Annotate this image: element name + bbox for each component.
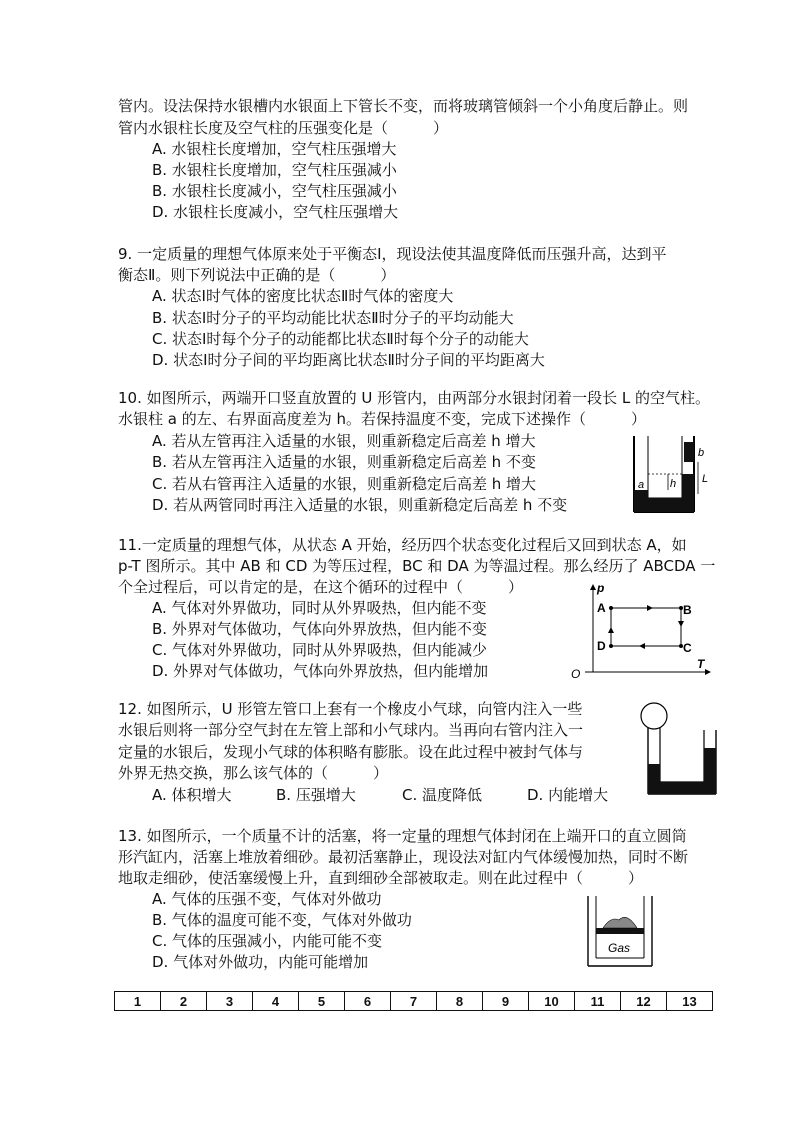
q8-option-a: A. 水银柱长度增加，空气柱压强增大 — [152, 140, 397, 158]
q9-option-d: D. 状态Ⅰ时分子间的平均距离比状态Ⅱ时分子间的平均距离大 — [152, 351, 545, 369]
q10-option-c: C. 若从右管再注入适量的水银，则重新稳定后高差 h 增大 — [152, 475, 537, 493]
q11-option-d: D. 外界对气体做功，气体向外界放热，但内能增加 — [152, 662, 489, 680]
q12-stem-line1: 12. 如图所示，U 形管左管口上套有一个橡皮小气球，向管内注入一些 — [118, 700, 583, 718]
answer-cell-4[interactable]: 4 — [253, 992, 299, 1011]
answer-cell-12[interactable]: 12 — [621, 992, 667, 1011]
q12-stem-line2: 水银后则将一部分空气封在左管上部和小气球内。当再向右管内注入一 — [118, 721, 584, 739]
q11-stem-line2: p-T 图所示。其中 AB 和 CD 为等压过程，BC 和 DA 为等温过程。那么经历了 ABCDA 一 — [118, 557, 716, 575]
q11-stem-line3: 个全过程后，可以肯定的是，在这个循环的过程中（ ） — [118, 578, 524, 596]
q8-option-d: D. 水银柱长度减小，空气柱压强增大 — [152, 203, 399, 221]
q12-option-c: C. 温度降低 — [402, 786, 483, 804]
q8-stem-line1: 管内。设法保持水银槽内水银面上下管长不变，而将玻璃管倾斜一个小角度后静止。则 — [118, 97, 689, 115]
q11-origin-O: O — [571, 667, 581, 680]
q10-option-b: B. 若从左管再注入适量的水银，则重新稳定后高差 h 不变 — [152, 453, 536, 471]
q11-point-A: A — [597, 601, 606, 615]
q13-option-d: D. 气体对外做功，内能可能增加 — [152, 953, 369, 971]
q12-option-b: B. 压强增大 — [276, 786, 356, 804]
q12-stem-line3: 定量的水银后，发现小气球的体积略有膨胀。设在此过程中被封气体与 — [118, 743, 584, 761]
q10-stem-line2: 水银柱 a 的左、右界面高度差为 h。若保持温度不变，完成下述操作（ ） — [118, 410, 647, 428]
answer-cell-1[interactable]: 1 — [115, 992, 161, 1011]
q9-option-c: C. 状态Ⅰ时每个分子的动能都比状态Ⅱ时每个分子的动能大 — [152, 330, 529, 348]
q12-balloon-u-tube-figure — [632, 700, 724, 800]
q10-fig-label-b: b — [698, 447, 705, 459]
answer-table — [114, 991, 713, 1011]
q10-u-tube-figure — [628, 434, 718, 516]
answer-cell-3[interactable]: 3 — [207, 992, 253, 1011]
q10-fig-label-a: a — [638, 479, 645, 491]
answer-cell-6[interactable]: 6 — [345, 992, 391, 1011]
q11-option-c: C. 气体对外界做功，同时从外界吸热，但内能减少 — [152, 641, 488, 659]
answer-cell-5[interactable]: 5 — [299, 992, 345, 1011]
q13-stem-line3: 地取走细砂，使活塞缓慢上升，直到细砂全部被取走。则在此过程中（ ） — [118, 869, 644, 887]
answer-cell-8[interactable]: 8 — [437, 992, 483, 1011]
q13-option-c: C. 气体的压强减小，内能可能不变 — [152, 932, 383, 950]
answer-cell-13[interactable]: 13 — [667, 992, 713, 1011]
q13-option-b: B. 气体的温度可能不变，气体对外做功 — [152, 911, 412, 929]
q13-cylinder-figure — [585, 894, 657, 970]
answer-cell-2[interactable]: 2 — [161, 992, 207, 1011]
q11-axis-p: p — [597, 581, 605, 595]
q11-point-C: C — [683, 641, 692, 655]
q11-axis-T: T — [697, 657, 705, 671]
q11-stem-line1: 11.一定质量的理想气体，从状态 A 开始，经历四个状态变化过程后又回到状态 A，如 — [118, 536, 687, 554]
q9-stem-line2: 衡态Ⅱ。则下列说法中正确的是（ ） — [118, 266, 396, 284]
q13-option-a: A. 气体的压强不变，气体对外做功 — [152, 890, 382, 908]
q9-stem-line1: 9. 一定质量的理想气体原来处于平衡态Ⅰ，现设法使其温度降低而压强升高，达到平 — [118, 245, 667, 263]
answer-cell-7[interactable]: 7 — [391, 992, 437, 1011]
answer-cell-9[interactable]: 9 — [483, 992, 529, 1011]
q10-option-a: A. 若从左管再注入适量的水银，则重新稳定后高差 h 增大 — [152, 432, 536, 450]
q12-option-d: D. 内能增大 — [527, 786, 609, 804]
q11-option-a: A. 气体对外界做功，同时从外界吸热，但内能不变 — [152, 599, 487, 617]
q8-option-b: B. 水银柱长度增加，空气柱压强减小 — [152, 161, 397, 179]
q11-pT-graph — [567, 580, 715, 680]
answer-cell-11[interactable]: 11 — [575, 992, 621, 1011]
q13-gas-label: Gas — [608, 941, 631, 955]
q9-option-a: A. 状态Ⅰ时气体的密度比状态Ⅱ时气体的密度大 — [152, 287, 454, 305]
q12-stem-line4: 外界无热交换，那么该气体的（ ） — [118, 764, 389, 782]
answer-cell-10[interactable]: 10 — [529, 992, 575, 1011]
q10-option-d: D. 若从两管同时再注入适量的水银，则重新稳定后高差 h 不变 — [152, 496, 568, 514]
q10-stem-line1: 10. 如图所示，两端开口竖直放置的 U 形管内，由两部分水银封闭着一段长 L 的空气柱。 — [118, 389, 711, 407]
q13-stem-line2: 形汽缸内，活塞上堆放着细砂。最初活塞静止，现设法对缸内气体缓慢加热，同时不断 — [118, 848, 689, 866]
q8-stem-line2: 管内水银柱长度及空气柱的压强变化是（ ） — [118, 119, 449, 137]
q12-option-a: A. 体积增大 — [152, 786, 232, 804]
q10-fig-label-h: h — [670, 478, 677, 490]
q10-fig-label-L: L — [702, 473, 709, 485]
q9-option-b: B. 状态Ⅰ时分子的平均动能比状态Ⅱ时分子的平均动能大 — [152, 309, 514, 327]
q11-option-b: B. 外界对气体做功，气体向外界放热，但内能不变 — [152, 620, 487, 638]
q8-option-c: B. 水银柱长度减小，空气柱压强减小 — [152, 182, 397, 200]
q13-stem-line1: 13. 如图所示，一个质量不计的活塞，将一定量的理想气体封闭在上端开口的直立圆筒 — [118, 827, 687, 845]
q11-point-B: B — [683, 603, 692, 617]
q11-point-D: D — [597, 639, 606, 653]
